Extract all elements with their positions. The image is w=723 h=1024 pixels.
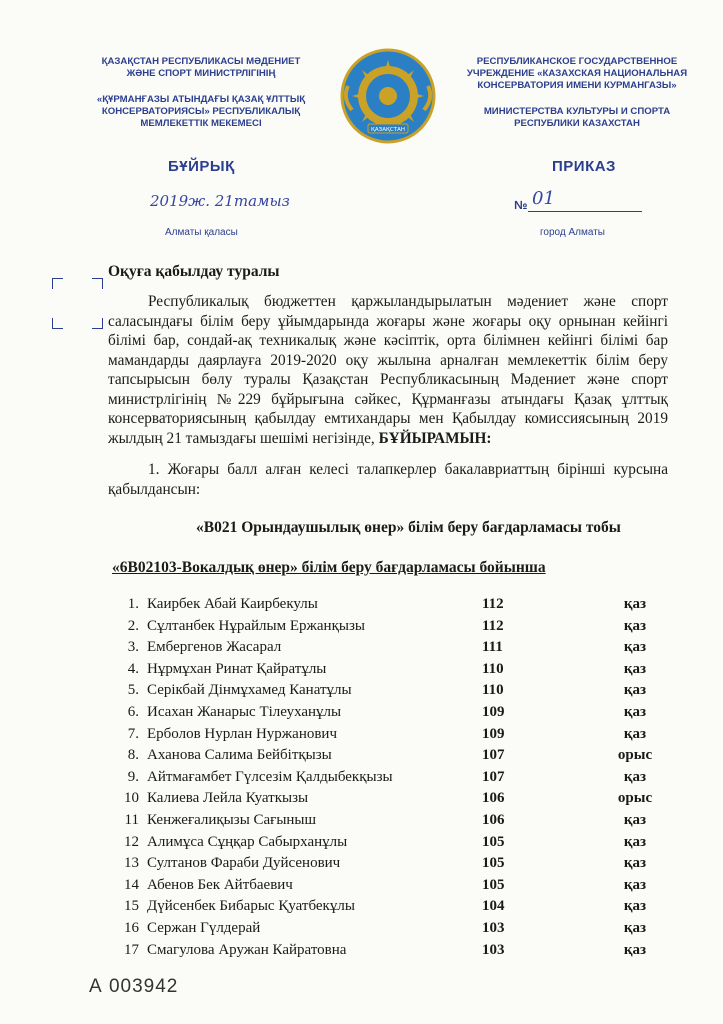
student-row (115, 790, 675, 812)
student-language: қаз (623, 725, 647, 742)
doc-type-kz: БҰЙРЫҚ (168, 158, 235, 175)
student-name: Исахан Жанарыс Тілеуханұлы (147, 703, 342, 720)
handwritten-number: 01 (532, 188, 555, 209)
student-name: Аханова Салима Бейбітқызы (147, 747, 332, 764)
student-language: қаз (623, 768, 647, 785)
student-name: Дүйсенбек Бибарыс Қуатбекұлы (147, 898, 355, 915)
order-word: БҰЙЫРАМЫН: (378, 429, 492, 447)
header-left-kz (70, 56, 332, 130)
student-language: қаз (623, 811, 647, 828)
student-language: орыс (617, 747, 653, 764)
student-name: Нұрмұхан Ринат Қайратұлы (147, 660, 327, 677)
student-number: 17 (124, 941, 139, 958)
student-row (115, 682, 675, 704)
student-row (115, 726, 675, 748)
program-group-title: «В021 Орындаушылық өнер» білім беру бағдарламасы тобы (196, 519, 621, 536)
student-score: 105 (482, 833, 505, 850)
state-emblem-icon (338, 46, 438, 146)
number-underline (528, 211, 642, 212)
header-left-line: ҚАЗАҚСТАН РЕСПУБЛИКАСЫ МӘДЕНИЕТ (101, 56, 301, 67)
student-score: 106 (482, 811, 505, 828)
student-number: 2. (127, 617, 139, 634)
student-name: Серікбай Дінмұхамед Канатұлы (147, 682, 352, 699)
student-number: 15 (124, 898, 139, 915)
student-name: Сұлтанбек Нұрайлым Ержанқызы (147, 617, 365, 634)
student-row (115, 812, 675, 834)
student-name: Султанов Фараби Дуйсенович (147, 855, 341, 872)
student-name: Кенжеғалиқызы Сағыныш (147, 811, 317, 828)
student-language: қаз (623, 855, 647, 872)
student-row (115, 639, 675, 661)
corner-mark (92, 318, 103, 329)
student-score: 106 (482, 790, 505, 807)
student-score: 105 (482, 876, 505, 893)
student-language: қаз (623, 919, 647, 936)
emblem-label: ҚАЗАҚСТАН (371, 127, 405, 133)
student-score: 110 (482, 660, 504, 677)
student-number: 3. (127, 639, 139, 656)
student-number: 12 (124, 833, 139, 850)
header-right-line: КОНСЕРВАТОРИЯ ИМЕНИ КУРМАНГАЗЫ» (477, 80, 677, 91)
student-score: 104 (482, 898, 505, 915)
student-score: 110 (482, 682, 504, 699)
student-score: 105 (482, 855, 505, 872)
student-language: қаз (623, 703, 647, 720)
student-language: қаз (623, 898, 647, 915)
student-row (115, 769, 675, 791)
header-left-line: ЖӘНЕ СПОРТ МИНИСТРЛІГІНІҢ (126, 68, 276, 79)
student-row (115, 661, 675, 683)
student-number: 4. (127, 660, 139, 677)
doc-type-ru: ПРИКАЗ (552, 158, 616, 175)
corner-mark (52, 318, 63, 329)
student-language: орыс (617, 790, 653, 807)
student-score: 111 (482, 639, 503, 656)
student-score: 112 (482, 617, 504, 634)
student-name: Алимұса Сұңқар Сабырханұлы (147, 833, 348, 850)
student-score: 107 (482, 768, 505, 785)
student-name: Каирбек Абай Каирбекулы (147, 596, 318, 612)
preamble-text: Республикалық бюджеттен қаржыландырылатын мәдениет және спорт саласындағы білім беру ұйымдарында жоғары және жоғары оқу орнынан кейінгі білімі бар, сондай-ақ техникалық және кәсіптік, орта білімнен кейінгі білімі бар мамандарды даярлауға 2019-2020 оқу жылына арналған мемлекеттік білім беру тапсырысын бөлу туралы Қазақстан Республикасының Мәдениет және спорт министрлігінің №229 бұйрығына сәйкес, Құрманғазы атындағы Қазақ ұлттық консерваториясының қабылдау емтихандары мен Қабылдау комиссиясының 2019 жылдың 21 тамыздағы шешімі негізінде, (108, 293, 668, 447)
order-preamble (108, 292, 668, 448)
header-right-line: УЧРЕЖДЕНИЕ «КАЗАХСКАЯ НАЦИОНАЛЬНАЯ (466, 68, 688, 79)
student-number: 7. (127, 725, 139, 742)
student-language: қаз (623, 639, 647, 656)
student-language: қаз (623, 617, 647, 634)
student-name: Ерболов Нурлан Нуржанович (147, 725, 338, 742)
student-row (115, 704, 675, 726)
city-ru: город Алматы (540, 227, 605, 238)
student-row (115, 942, 675, 964)
student-name: Абенов Бек Айтбаевич (147, 876, 293, 893)
student-score: 109 (482, 703, 505, 720)
city-kz: Алматы қаласы (165, 227, 238, 238)
student-row (115, 898, 675, 920)
student-name: Сержан Гүлдерай (147, 919, 261, 936)
header-right-line: РЕСПУБЛИКИ КАЗАХСТАН (514, 118, 640, 129)
student-name: Смагулова Аружан Кайратовна (147, 941, 347, 958)
student-row (115, 596, 675, 618)
header-right-line: МИНИСТЕРСТВА КУЛЬТУРЫ И СПОРТА (483, 106, 671, 117)
student-number: 16 (124, 919, 139, 936)
student-score: 103 (482, 919, 505, 936)
header-right-line: РЕСПУБЛИКАНСКОЕ ГОСУДАРСТВЕННОЕ (476, 56, 678, 67)
student-row (115, 855, 675, 877)
student-language: қаз (623, 596, 647, 612)
student-row (115, 747, 675, 769)
student-score: 103 (482, 941, 505, 958)
student-name: Айтмағамбет Гүлсезім Қалдыбекқызы (147, 768, 393, 785)
student-number: 5. (127, 682, 139, 699)
number-label: № (514, 198, 528, 212)
order-item-1: 1. Жоғары балл алған келесі талапкерлер бакалавриаттың бірінші курсына қабылдансын: (108, 461, 668, 498)
student-language: қаз (623, 876, 647, 893)
corner-mark (52, 278, 63, 289)
student-language: қаз (623, 941, 647, 958)
student-number: 8. (127, 747, 139, 764)
student-number: 1. (127, 596, 139, 612)
student-list (115, 596, 675, 963)
serial-number: А 003942 (89, 976, 179, 997)
student-row (115, 920, 675, 942)
corner-mark (92, 278, 103, 289)
student-name: Калиева Лейла Куаткызы (147, 790, 309, 807)
student-number: 13 (124, 855, 139, 872)
header-left-line: МЕМЛЕКЕТТІК МЕКЕМЕСІ (140, 118, 262, 129)
header-left-line: КОНСЕРВАТОРИЯСЫ» РЕСПУБЛИКАЛЫҚ (101, 106, 301, 117)
student-row (115, 877, 675, 899)
student-language: қаз (623, 833, 647, 850)
student-number: 10 (124, 790, 139, 807)
student-score: 109 (482, 725, 505, 742)
header-right-ru (452, 56, 702, 130)
handwritten-date: 2019ж. 21тамыз (150, 192, 290, 210)
student-row (115, 618, 675, 640)
student-language: қаз (623, 660, 647, 677)
student-number: 9. (127, 768, 139, 785)
student-number: 14 (124, 876, 139, 893)
student-language: қаз (623, 682, 647, 699)
order-subject: Оқуға қабылдау туралы (108, 263, 280, 280)
student-name: Ембергенов Жасарал (147, 639, 282, 656)
student-number: 6. (127, 703, 139, 720)
program-title: «6В02103-Вокалдық өнер» білім беру бағдарламасы бойынша (112, 559, 546, 576)
student-number: 11 (124, 811, 139, 828)
student-score: 107 (482, 747, 505, 764)
student-score: 112 (482, 596, 504, 612)
student-row (115, 834, 675, 856)
header-left-line: «ҚҰРМАНҒАЗЫ АТЫНДАҒЫ ҚАЗАҚ ҰЛТТЫҚ (96, 94, 306, 105)
